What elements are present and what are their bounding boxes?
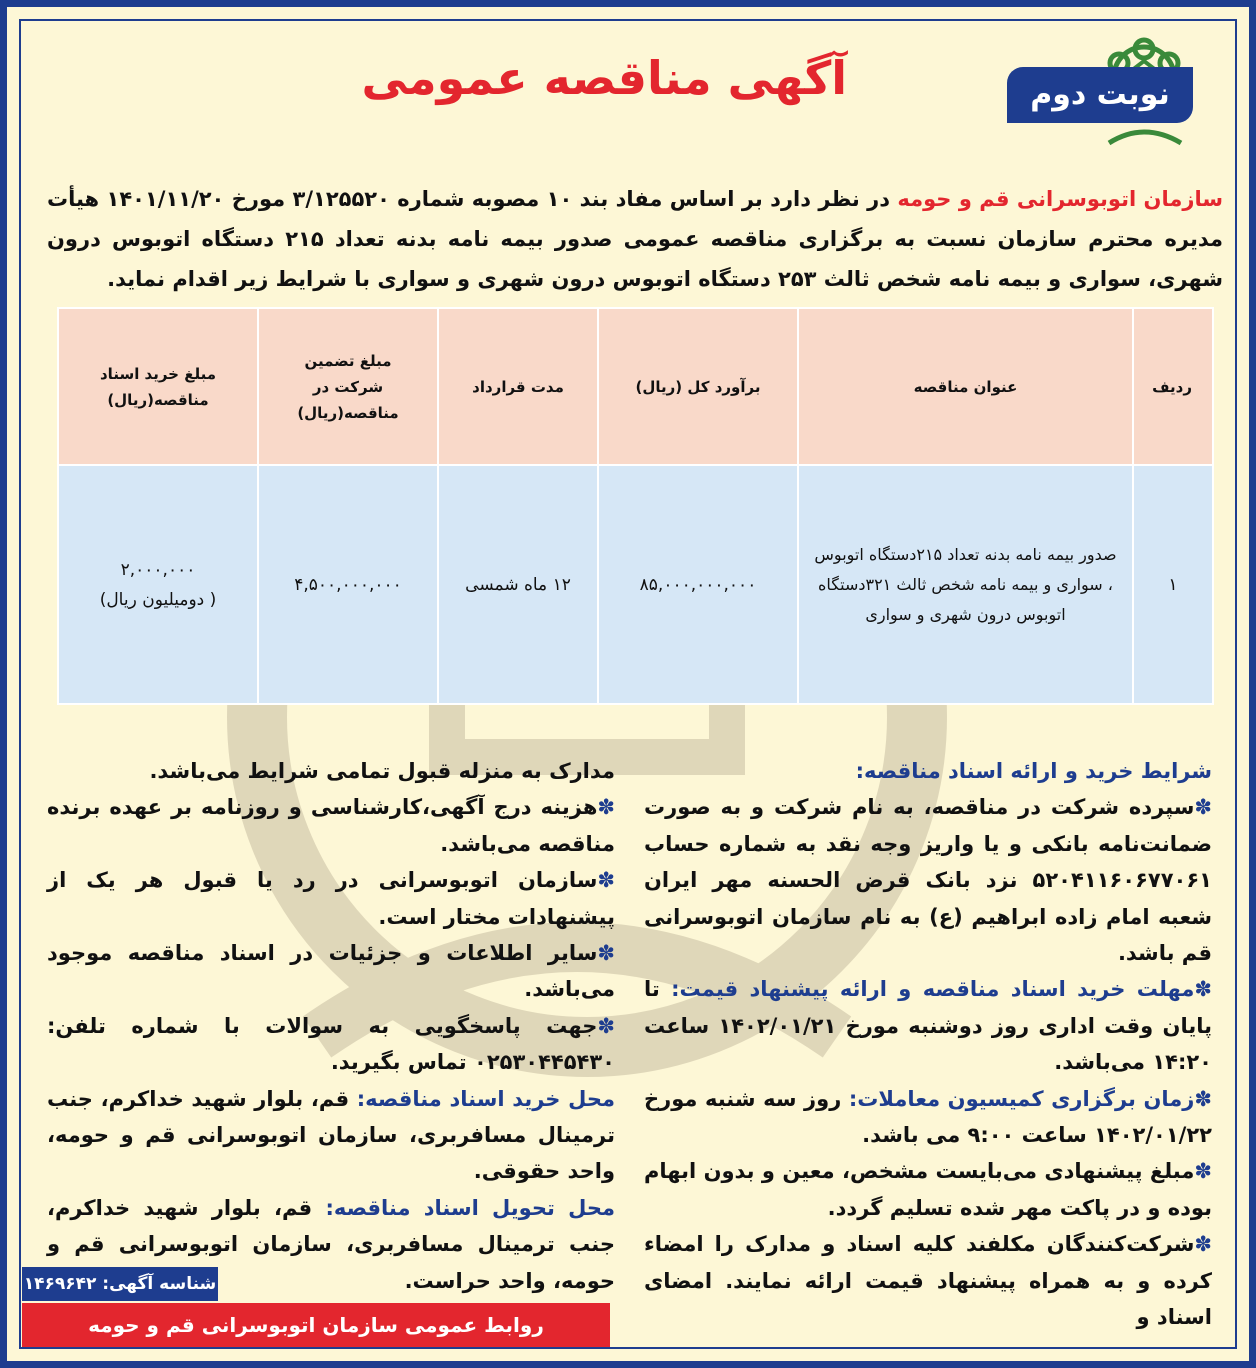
condition-item [47,789,615,862]
doc-price-words: ( دومیلیون ریال) [99,589,217,610]
purchase-location [47,1081,615,1190]
bullet-star-icon: ✽ [1194,795,1212,820]
condition-text: سپرده شرکت در مناقصه، به نام شرکت و به صورت ضمانت‌نامه بانکی و یا واریز وجه نقد به شماره حساب ۵۲۰۴۱۱۶۰۶۷۷۰۶۱ نزد بانک قرض الحسنه مهر ایران شعبه امام زاده ابراهیم (ع) به نام سازمان اتوبوسرانی قم باشد. [644,795,1212,966]
table-header-row [58,308,1213,465]
cell-estimate: ۸۵,۰۰۰,۰۰۰,۰۰۰ [598,465,798,704]
header-estimate: برآورد کل (ریال) [598,308,798,465]
doc-price-value: ۲,۰۰۰,۰۰۰ [120,559,196,580]
header-row-number: ردیف [1133,308,1213,465]
conditions-right-column [644,753,1212,1336]
tender-table [57,307,1214,705]
cell-duration: ۱۲ ماه شمسی [438,465,598,704]
commission-text: روز سه شنبه مورخ ۱۴۰۲/۰۱/۲۲ ساعت ۹:۰۰ می باشد. [644,1086,1212,1148]
organization-name: سازمان اتوبوسرانی قم و حومه [897,187,1223,211]
cell-doc-price [58,465,258,704]
intro-text: در نظر دارد بر اساس مفاد بند ۱۰ مصوبه شماره ۳/۱۲۵۵۲۰ مورخ ۱۴۰۱/۱۱/۲۰ هیأت مدیره محترم سازمان نسبت به برگزاری مناقصه عمومی صدور بیمه نامه بدنه تعداد ۲۱۵ دستگاه اتوبوس درون شهری، سواری و بیمه نامه شخص ثالث ۲۵۳ دستگاه اتوبوس درون شهری و سواری با شرایط زیر اقدام نماید. [47,187,1223,291]
conditions-left-column [47,753,615,1299]
bullet-star-icon: ✽ [1194,1232,1212,1257]
conditions-heading: شرایط خرید و ارائه اسناد مناقصه: [855,759,1212,783]
bullet-star-icon: ✽ [597,795,615,820]
cell-row-number: ۱ [1133,465,1213,704]
condition-item [644,1153,1212,1226]
condition-text: سازمان اتوبوسرانی در رد یا قبول هر یک از پیشنهادات مختار است. [47,868,615,929]
cell-subject: صدور بیمه نامه بدنه تعداد ۲۱۵دستگاه اتوبوس ، سواری و بیمه نامه شخص ثالث ۳۲۱دستگاه اتوبوس درون شهری و سواری [798,465,1133,704]
condition-item [47,935,615,1008]
deadline-label: مهلت خرید اسناد مناقصه و ارائه پیشنهاد قیمت: [671,977,1195,1002]
condition-item [644,971,1212,1080]
header-doc-price: مبلغ خرید اسناد مناقصه(ریال) [58,308,258,465]
condition-item [644,1226,1212,1335]
condition-text: شرکت‌کنندگان مکلفند کلیه اسناد و مدارک را امضاء کرده و به همراه پیشنهاد قیمت ارائه نمایند. امضای اسناد و [644,1232,1212,1330]
publisher-footer: روابط عمومی سازمان اتوبوسرانی قم و حومه [22,1303,610,1347]
delivery-label: محل تحویل اسناد مناقصه: [325,1195,615,1220]
condition-text: مبلغ پیشنهادی می‌بایست مشخص، معین و بدون ابهام بوده و در پاکت مهر شده تسلیم گردد. [644,1159,1212,1220]
table-row [58,465,1213,704]
ad-id-badge: شناسه آگهی: ۱۴۶۹۶۴۲ [22,1267,218,1301]
bullet-star-icon: ✽ [597,941,615,966]
condition-item [644,1081,1212,1154]
condition-text: هزینه درج آگهی،کارشناسی و روزنامه بر عهده برنده مناقصه می‌باشد. [47,795,615,856]
bullet-star-icon: ✽ [1194,1086,1212,1111]
purchase-text: قم، بلوار شهید خداکرم، جنب ترمینال مسافربری، سازمان اتوبوسرانی قم و حومه، واحد حقوقی. [47,1086,615,1184]
header-duration: مدت قرارداد [438,308,598,465]
cell-guarantee: ۴,۵۰۰,۰۰۰,۰۰۰ [258,465,438,704]
condition-item [644,789,1212,971]
condition-item [47,1008,615,1081]
header-guarantee: مبلغ تضمین شرکت در مناقصه(ریال) [258,308,438,465]
delivery-text: قم، بلوار شهید خداکرم، جنب ترمینال مسافربری، سازمان اتوبوسرانی قم و حومه، واحد حراست. [47,1195,615,1293]
round-badge: نوبت دوم [1007,67,1193,123]
condition-text: سایر اطلاعات و جزئیات در اسناد مناقصه موجود می‌باشد. [47,941,615,1002]
header-subject: عنوان مناقصه [798,308,1133,465]
deadline-text: تا پایان وقت اداری روز دوشنبه مورخ ۱۴۰۲/۰۱/۲۱ ساعت ۱۴:۲۰ می‌باشد. [644,977,1212,1075]
intro-paragraph [47,179,1223,299]
condition-item [47,862,615,935]
condition-text: جهت پاسخگویی به سوالات با شماره تلفن: ۰۲۵۳۰۴۴۵۴۳۰ تماس بگیرید. [47,1013,615,1075]
bullet-star-icon: ✽ [597,1013,615,1038]
condition-item-continued: مدارک به منزله قبول تمامی شرایط می‌باشد. [149,759,615,783]
commission-label: زمان برگزاری کمیسیون معاملات: [848,1086,1195,1111]
bullet-star-icon: ✽ [1194,977,1212,1002]
purchase-label: محل خرید اسناد مناقصه: [356,1086,615,1111]
page-title: آگهی مناقصه عمومی [361,51,847,105]
bullet-star-icon: ✽ [1194,1159,1212,1184]
bullet-star-icon: ✽ [597,868,615,893]
